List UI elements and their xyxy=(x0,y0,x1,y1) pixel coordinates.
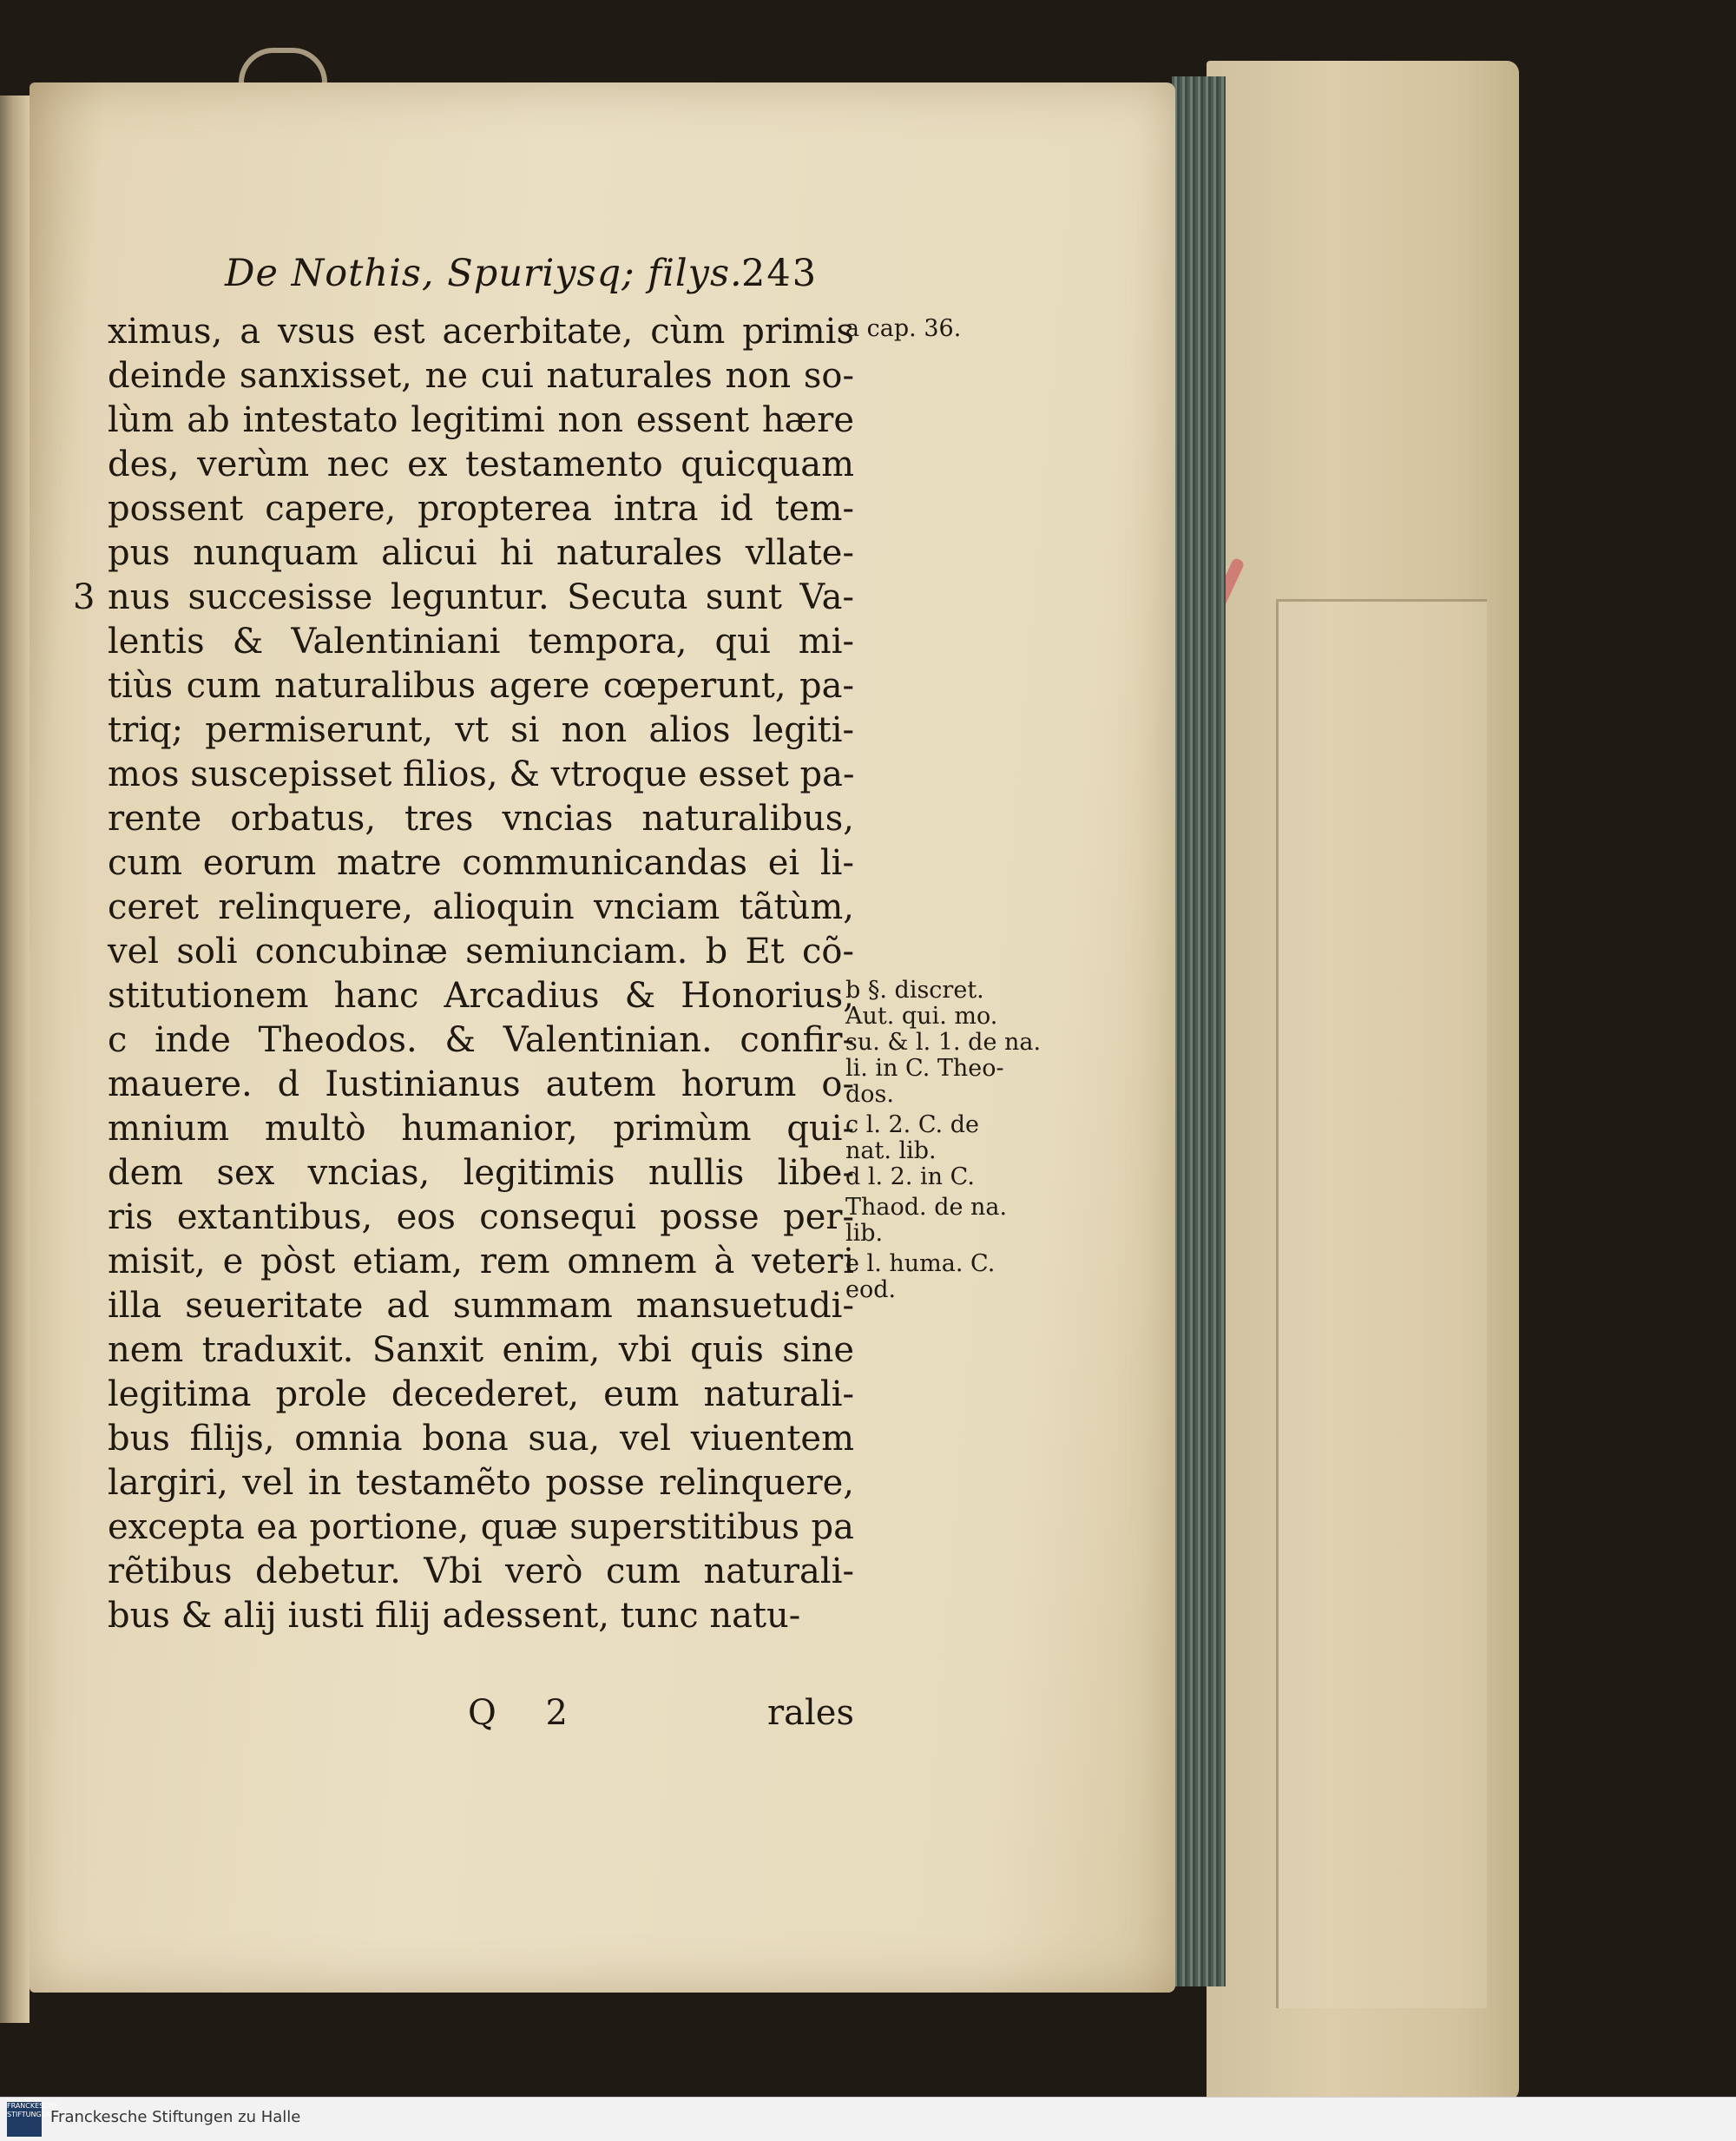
margin-note: eod. xyxy=(845,1276,897,1303)
book-page xyxy=(30,82,1175,1993)
text-line: tiùs cum naturalibus agere cœperunt, pa- xyxy=(108,666,854,706)
margin-note: c l. 2. C. de xyxy=(845,1111,979,1138)
text-line: pus nunquam alicui hi naturales vllate- xyxy=(108,533,854,573)
margin-note: a cap. 36. xyxy=(845,315,962,342)
text-line: possent capere, propterea intra id tem- xyxy=(108,489,854,529)
margin-note: dos. xyxy=(845,1081,894,1108)
text-line: misit, e pòst etiam, rem omnem à veteri xyxy=(108,1242,854,1281)
text-line: ceret relinquere, alioquin vnciam tãtùm, xyxy=(108,887,854,927)
text-line: des, verùm nec ex testamento quicquam xyxy=(108,445,854,484)
text-line: mos suscepisset filios, & vtroque esset pa- xyxy=(108,754,855,794)
text-line: rẽtibus debetur. Vbi verò cum naturali- xyxy=(108,1551,854,1591)
body-text xyxy=(73,310,855,1638)
page-block-edge xyxy=(1172,76,1226,1986)
page-number: 243 xyxy=(741,252,819,295)
running-title: De Nothis, Spuriysq; filys. xyxy=(225,252,743,295)
text-line: largiri, vel in testamẽto posse relinquere, xyxy=(108,1463,854,1503)
margin-note: Thaod. de na. xyxy=(845,1194,1008,1221)
text-line: vel soli concubinæ semiunciam. b Et cõ- xyxy=(108,932,854,972)
text-line: mnium multò humanior, primùm qui- xyxy=(108,1109,854,1149)
cover-fold xyxy=(1276,599,1487,2008)
footer-bar xyxy=(0,2097,1736,2141)
institution-logo-icon: FRANCKESCHE STIFTUNGEN xyxy=(7,2102,42,2137)
margin-note: su. & l. 1. de na. xyxy=(845,1029,1042,1056)
left-page-edge xyxy=(0,96,30,2023)
text-line: c inde Theodos. & Valentinian. confir- xyxy=(108,1020,854,1060)
text-line: deinde sanxisset, ne cui naturales non so- xyxy=(108,356,854,396)
margin-note: lib. xyxy=(845,1220,884,1247)
text-line-marked xyxy=(73,576,854,620)
catchword: rales xyxy=(767,1693,854,1733)
margin-note: li. in C. Theo- xyxy=(845,1055,1004,1082)
text-line: legitima prole decederet, eum naturali- xyxy=(108,1374,854,1414)
text-line: cum eorum matre communicandas ei li- xyxy=(108,843,854,883)
text-line: illa seueritate ad summam mansuetudi- xyxy=(108,1286,854,1326)
text-line: lentis & Valentiniani tempora, qui mi- xyxy=(108,622,854,662)
line-marker: 3 xyxy=(73,577,95,617)
text-line: mauere. d Iustinianus autem horum o- xyxy=(108,1064,854,1104)
text-line: triq; permiserunt, vt si non alios legiti- xyxy=(108,710,854,750)
margin-note: d l. 2. in C. xyxy=(845,1163,975,1190)
margin-note: nat. lib. xyxy=(845,1137,937,1164)
text-line-content: nus succesisse leguntur. Secuta sunt Va- xyxy=(108,577,854,617)
text-line: ris extantibus, eos consequi posse per- xyxy=(108,1197,854,1237)
catchwords-line xyxy=(468,1693,854,1745)
page-header xyxy=(30,252,1175,313)
text-line: ximus, a vsus est acerbitate, cùm primis xyxy=(108,312,854,352)
text-line: stitutionem hanc Arcadius & Honorius, xyxy=(108,976,854,1016)
text-line: lùm ab intestato legitimi non essent hære xyxy=(108,400,854,440)
text-line: bus filijs, omnia bona sua, vel viuentem xyxy=(108,1419,854,1459)
text-line: rente orbatus, tres vncias naturalibus, xyxy=(108,799,854,839)
margin-note: b §. discret. xyxy=(845,977,984,1004)
signature-mark: Q 2 xyxy=(468,1693,587,1733)
text-line: bus & alij iusti filij adessent, tunc natu- xyxy=(108,1596,801,1636)
text-line: excepta ea portione, quæ superstitibus pa xyxy=(108,1507,854,1547)
text-line: dem sex vncias, legitimis nullis libe- xyxy=(108,1153,854,1193)
text-line: nem traduxit. Sanxit enim, vbi quis sine xyxy=(108,1330,854,1370)
margin-note: Aut. qui. mo. xyxy=(845,1003,998,1030)
margin-note: e l. huma. C. xyxy=(845,1250,996,1277)
institution-name: Franckesche Stiftungen zu Halle xyxy=(50,2108,301,2126)
